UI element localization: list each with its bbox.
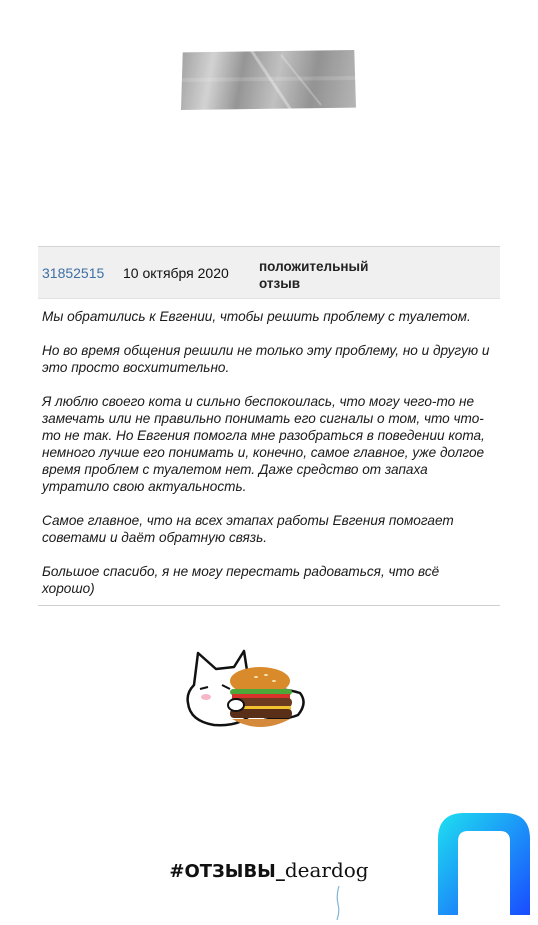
review-paragraph: Самое главное, что на всех этапах работы Евгения помогает советами и даёт обратную связь. [42,513,454,545]
tape-decoration [181,50,356,110]
brand-logo-icon [438,809,532,917]
hashtag-prefix: #ОТЗЫВЫ_ [169,861,285,882]
review-card [38,246,500,606]
review-type [259,258,399,292]
review-id-link[interactable]: 31852515 [42,265,105,281]
review-type-line2: отзыв [259,276,301,291]
thread-decoration [334,886,342,920]
review-paragraph: Мы обратились к Евгении, чтобы решить проблему с туалетом. [42,309,471,324]
review-header [38,247,500,299]
hashtag-suffix: deardog [284,858,369,882]
review-paragraph: Я люблю своего кота и сильно беспокоилась, что могу чего-то не замечать или не правильно понимать его сигналы о том, что что-то не так. Но Евгения помогла мне разобраться в поведении кота, немного лучше его понимать и, конечно, самое главное, уже долгое время проблем с туалетом нет. Даже средство от запаха утратило свою актуальность. [42,394,485,494]
cat-burger-sticker-icon [184,645,314,735]
review-type-line1: положительный [259,259,369,274]
review-paragraph: Но во время общения решили не только эту проблему, но и другую и это просто восхитительно. [42,343,490,375]
review-paragraph: Большое спасибо, я не могу перестать радоваться, что всё хорошо) [42,564,440,596]
review-date: 10 октября 2020 [123,265,229,281]
review-body [38,299,500,605]
